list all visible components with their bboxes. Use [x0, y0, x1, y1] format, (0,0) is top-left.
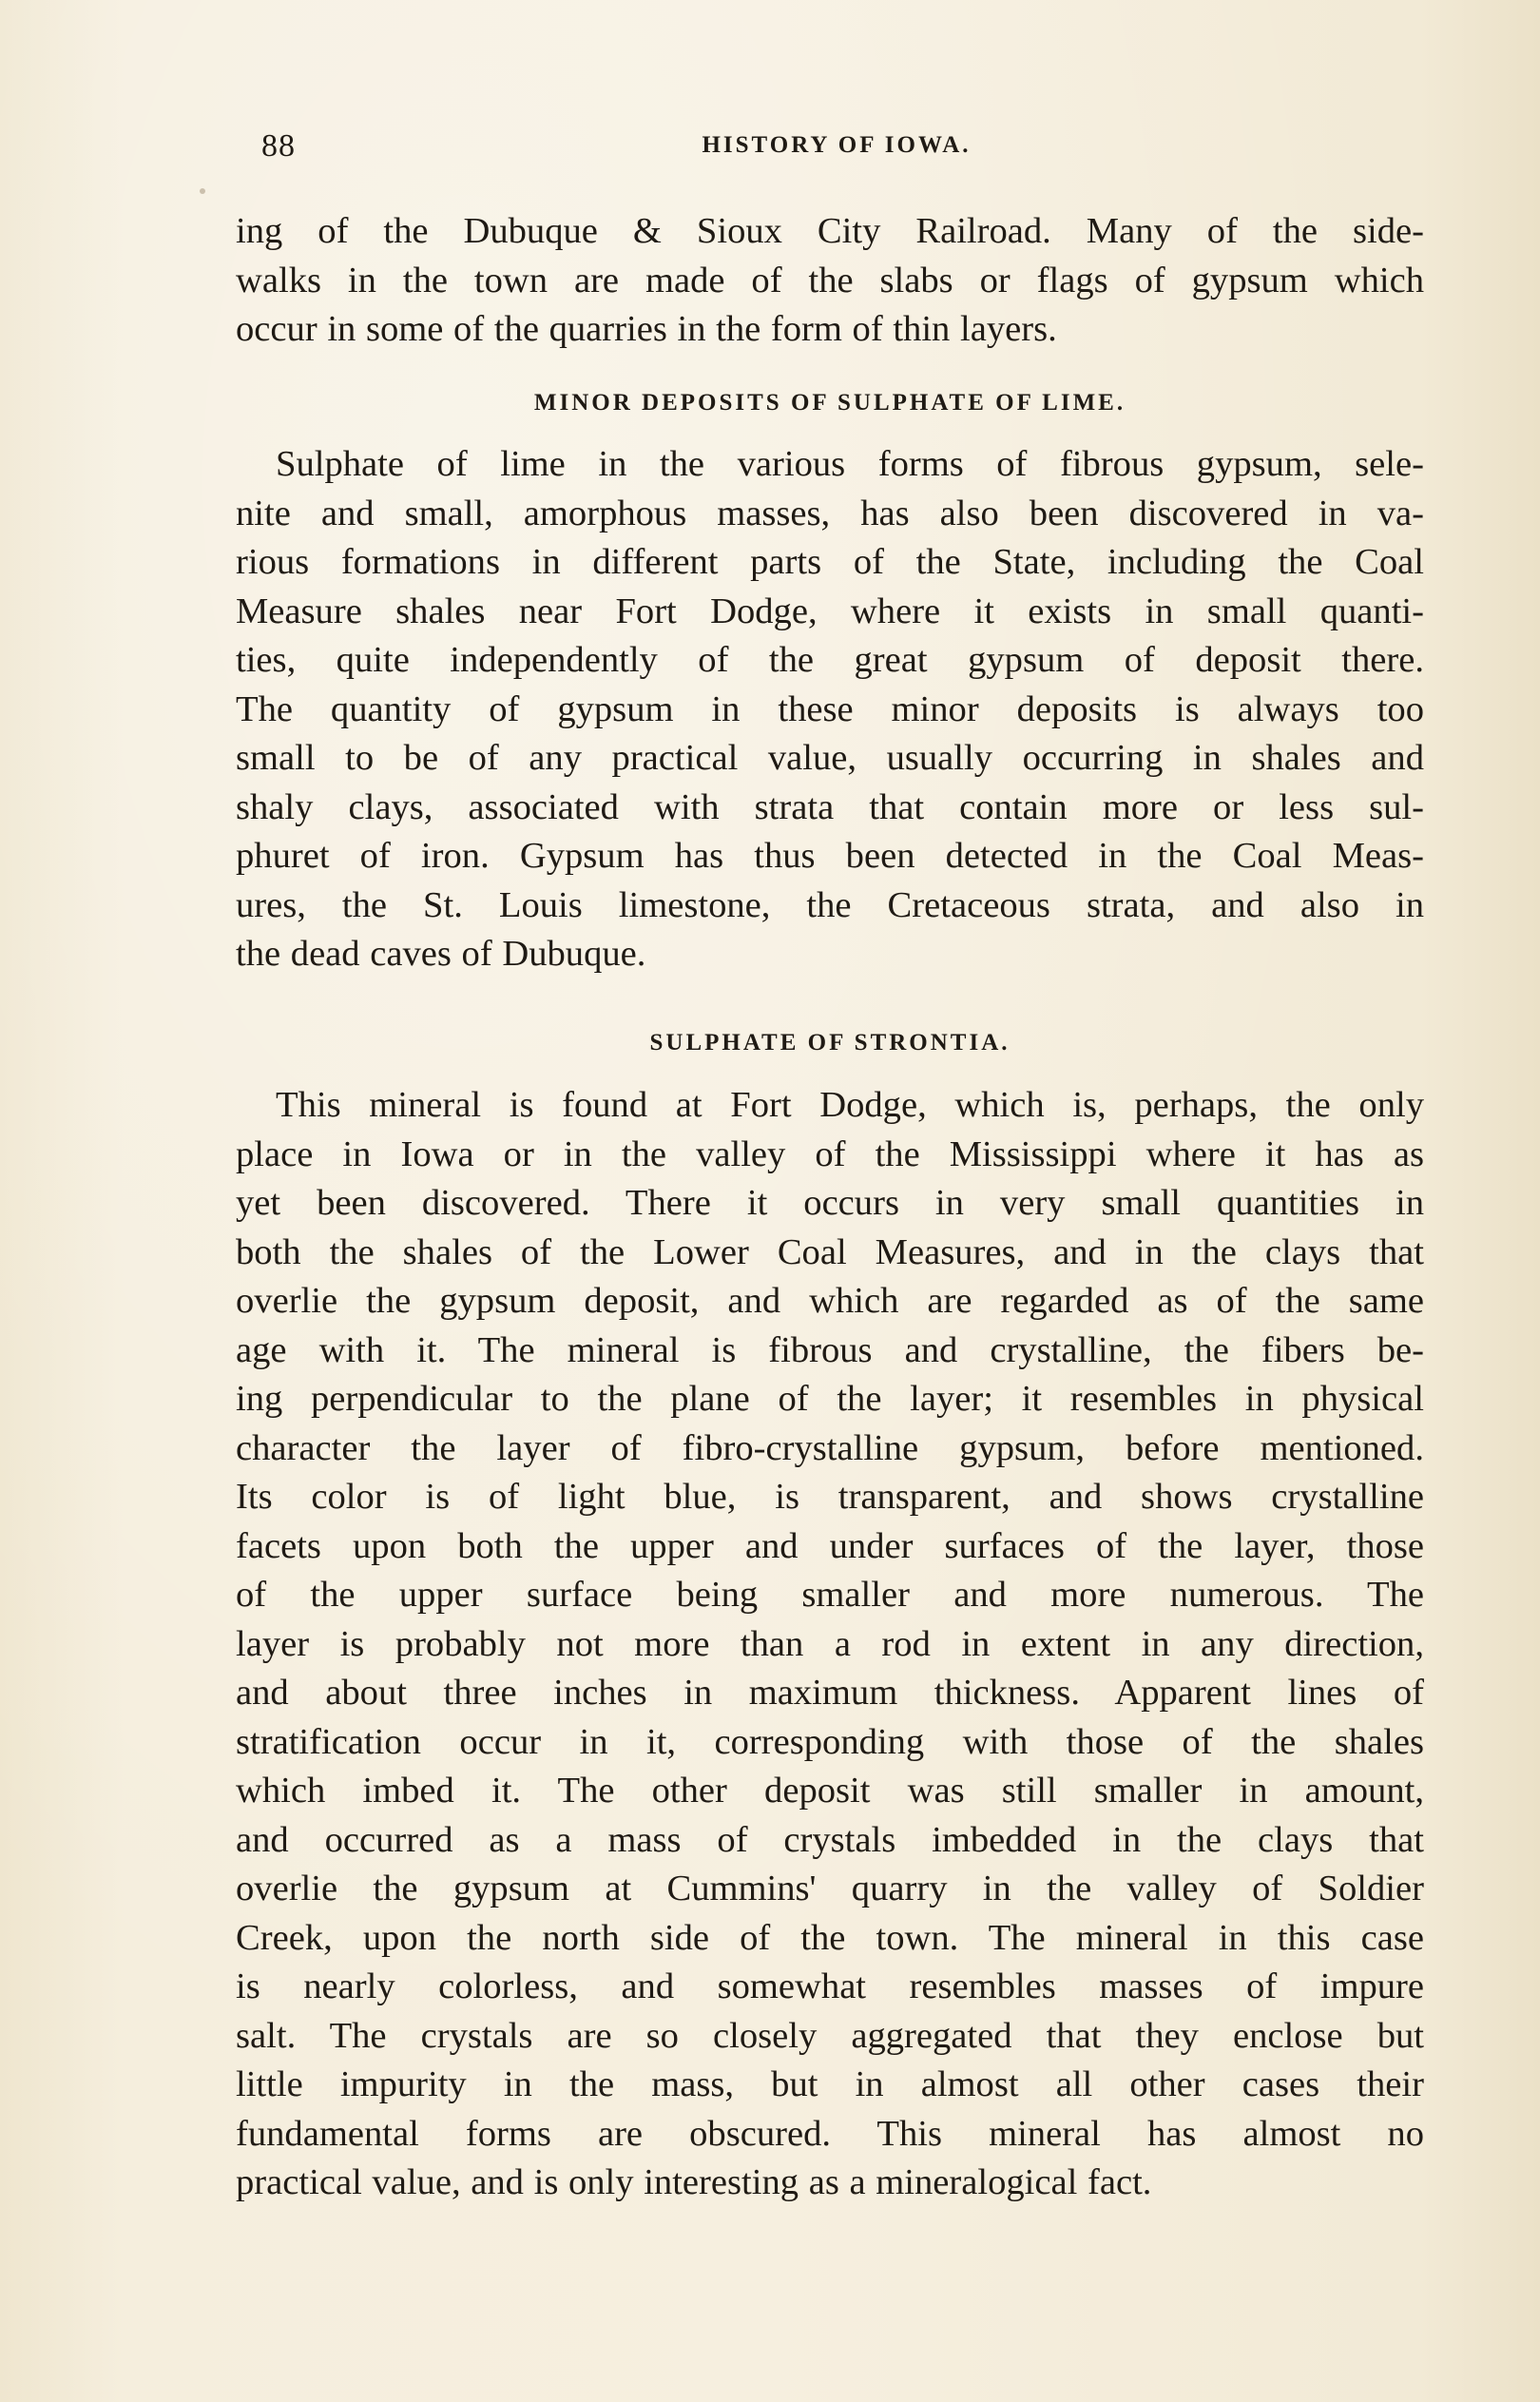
sulphate-of-lime-paragraph-block	[236, 440, 1424, 979]
text-line: age with it. The mineral is fibrous and crystalline, the fibers be-	[236, 1329, 1424, 1370]
sulphate-of-lime-paragraph	[236, 440, 1424, 979]
sulphate-of-strontia-paragraph	[236, 1081, 1424, 2208]
text-line: little impurity in the mass, but in almost all other cases their	[236, 2064, 1424, 2104]
text-line: small to be of any practical value, usually occurring in shales and	[236, 738, 1424, 778]
text-line: nite and small, amorphous masses, has also been discovered in va-	[236, 493, 1424, 533]
continuation-paragraph	[236, 207, 1424, 355]
text-line: Measure shales near Fort Dodge, where it exists in small quanti-	[236, 591, 1424, 631]
text-line: both the shales of the Lower Coal Measures, and in the clays that	[236, 1231, 1424, 1272]
text-line: fundamental forms are obscured. This mineral has almost no	[236, 2113, 1424, 2154]
text-line: place in Iowa or in the valley of the Mississippi where it has as	[236, 1133, 1424, 1174]
text-line: rious formations in different parts of the State, including the Coal	[236, 542, 1424, 582]
text-line: shaly clays, associated with strata that contain more or less sul-	[236, 786, 1424, 827]
sulphate-of-strontia-paragraph-block	[236, 1081, 1424, 2208]
text-line: is nearly colorless, and somewhat resembles masses of impure	[236, 1966, 1424, 2006]
text-line: yet been discovered. There it occurs in very small quantities in	[236, 1183, 1424, 1223]
text-line: layer is probably not more than a rod in extent in any direction,	[236, 1623, 1424, 1664]
text-line: facets upon both the upper and under surfaces of the layer, those	[236, 1525, 1424, 1566]
text-line: Its color is of light blue, is transparent, and shows crystalline	[236, 1477, 1424, 1517]
text-line: stratification occur in it, corresponding with those of the shales	[236, 1721, 1424, 1762]
text-line: Sulphate of lime in the various forms of fibrous gypsum, sele-	[276, 444, 1424, 484]
text-line: practical value, and is only interesting as a mineralogical fact.	[236, 2162, 1152, 2202]
text-line: salt. The crystals are so closely aggregated that they enclose but	[236, 2015, 1424, 2056]
text-line: ing perpendicular to the plane of the layer; it resembles in physical	[236, 1379, 1424, 1419]
text-line: overlie the gypsum at Cummins' quarry in the valley of Soldier	[236, 1869, 1424, 1908]
text-line: and about three inches in maximum thickness. Apparent lines of	[236, 1673, 1424, 1713]
page-speck	[200, 188, 205, 194]
text-line: ties, quite independently of the great gypsum of deposit there.	[236, 640, 1424, 680]
text-line: character the layer of fibro-crystalline gypsum, before mentioned.	[236, 1427, 1424, 1468]
text-line: The quantity of gypsum in these minor deposits is always too	[236, 688, 1424, 729]
section-heading-sulphate-of-strontia: SULPHATE OF STRONTIA.	[649, 1030, 1011, 1056]
text-line: ures, the St. Louis limestone, the Cretaceous strata, and also in	[236, 884, 1424, 925]
page-number: 88	[261, 128, 296, 164]
text-line: walks in the town are made of the slabs or flags of gypsum which	[236, 260, 1424, 300]
text-line: which imbed it. The other deposit was still smaller in amount,	[236, 1771, 1424, 1811]
text-line: occur in some of the quarries in the form of thin layers.	[236, 309, 1057, 349]
running-title: HISTORY OF IOWA.	[702, 132, 972, 158]
text-line: Creek, upon the north side of the town. The mineral in this case	[236, 1917, 1424, 1958]
text-line: overlie the gypsum deposit, and which are regarded as of the same	[236, 1281, 1424, 1321]
continuation-paragraph-block	[236, 207, 1424, 355]
text-line: phuret of iron. Gypsum has thus been detected in the Coal Meas-	[236, 836, 1424, 876]
text-line: This mineral is found at Fort Dodge, which is, perhaps, the only	[276, 1085, 1424, 1125]
text-line: the dead caves of Dubuque.	[236, 934, 646, 974]
page-header	[261, 128, 1412, 176]
text-line: and occurred as a mass of crystals imbedded in the clays that	[236, 1819, 1424, 1860]
text-line: ing of the Dubuque & Sioux City Railroad. Many of the side-	[236, 211, 1424, 251]
section-heading-sulphate-of-lime: MINOR DEPOSITS OF SULPHATE OF LIME.	[533, 390, 1126, 416]
text-line: of the upper surface being smaller and more numerous. The	[236, 1575, 1424, 1615]
